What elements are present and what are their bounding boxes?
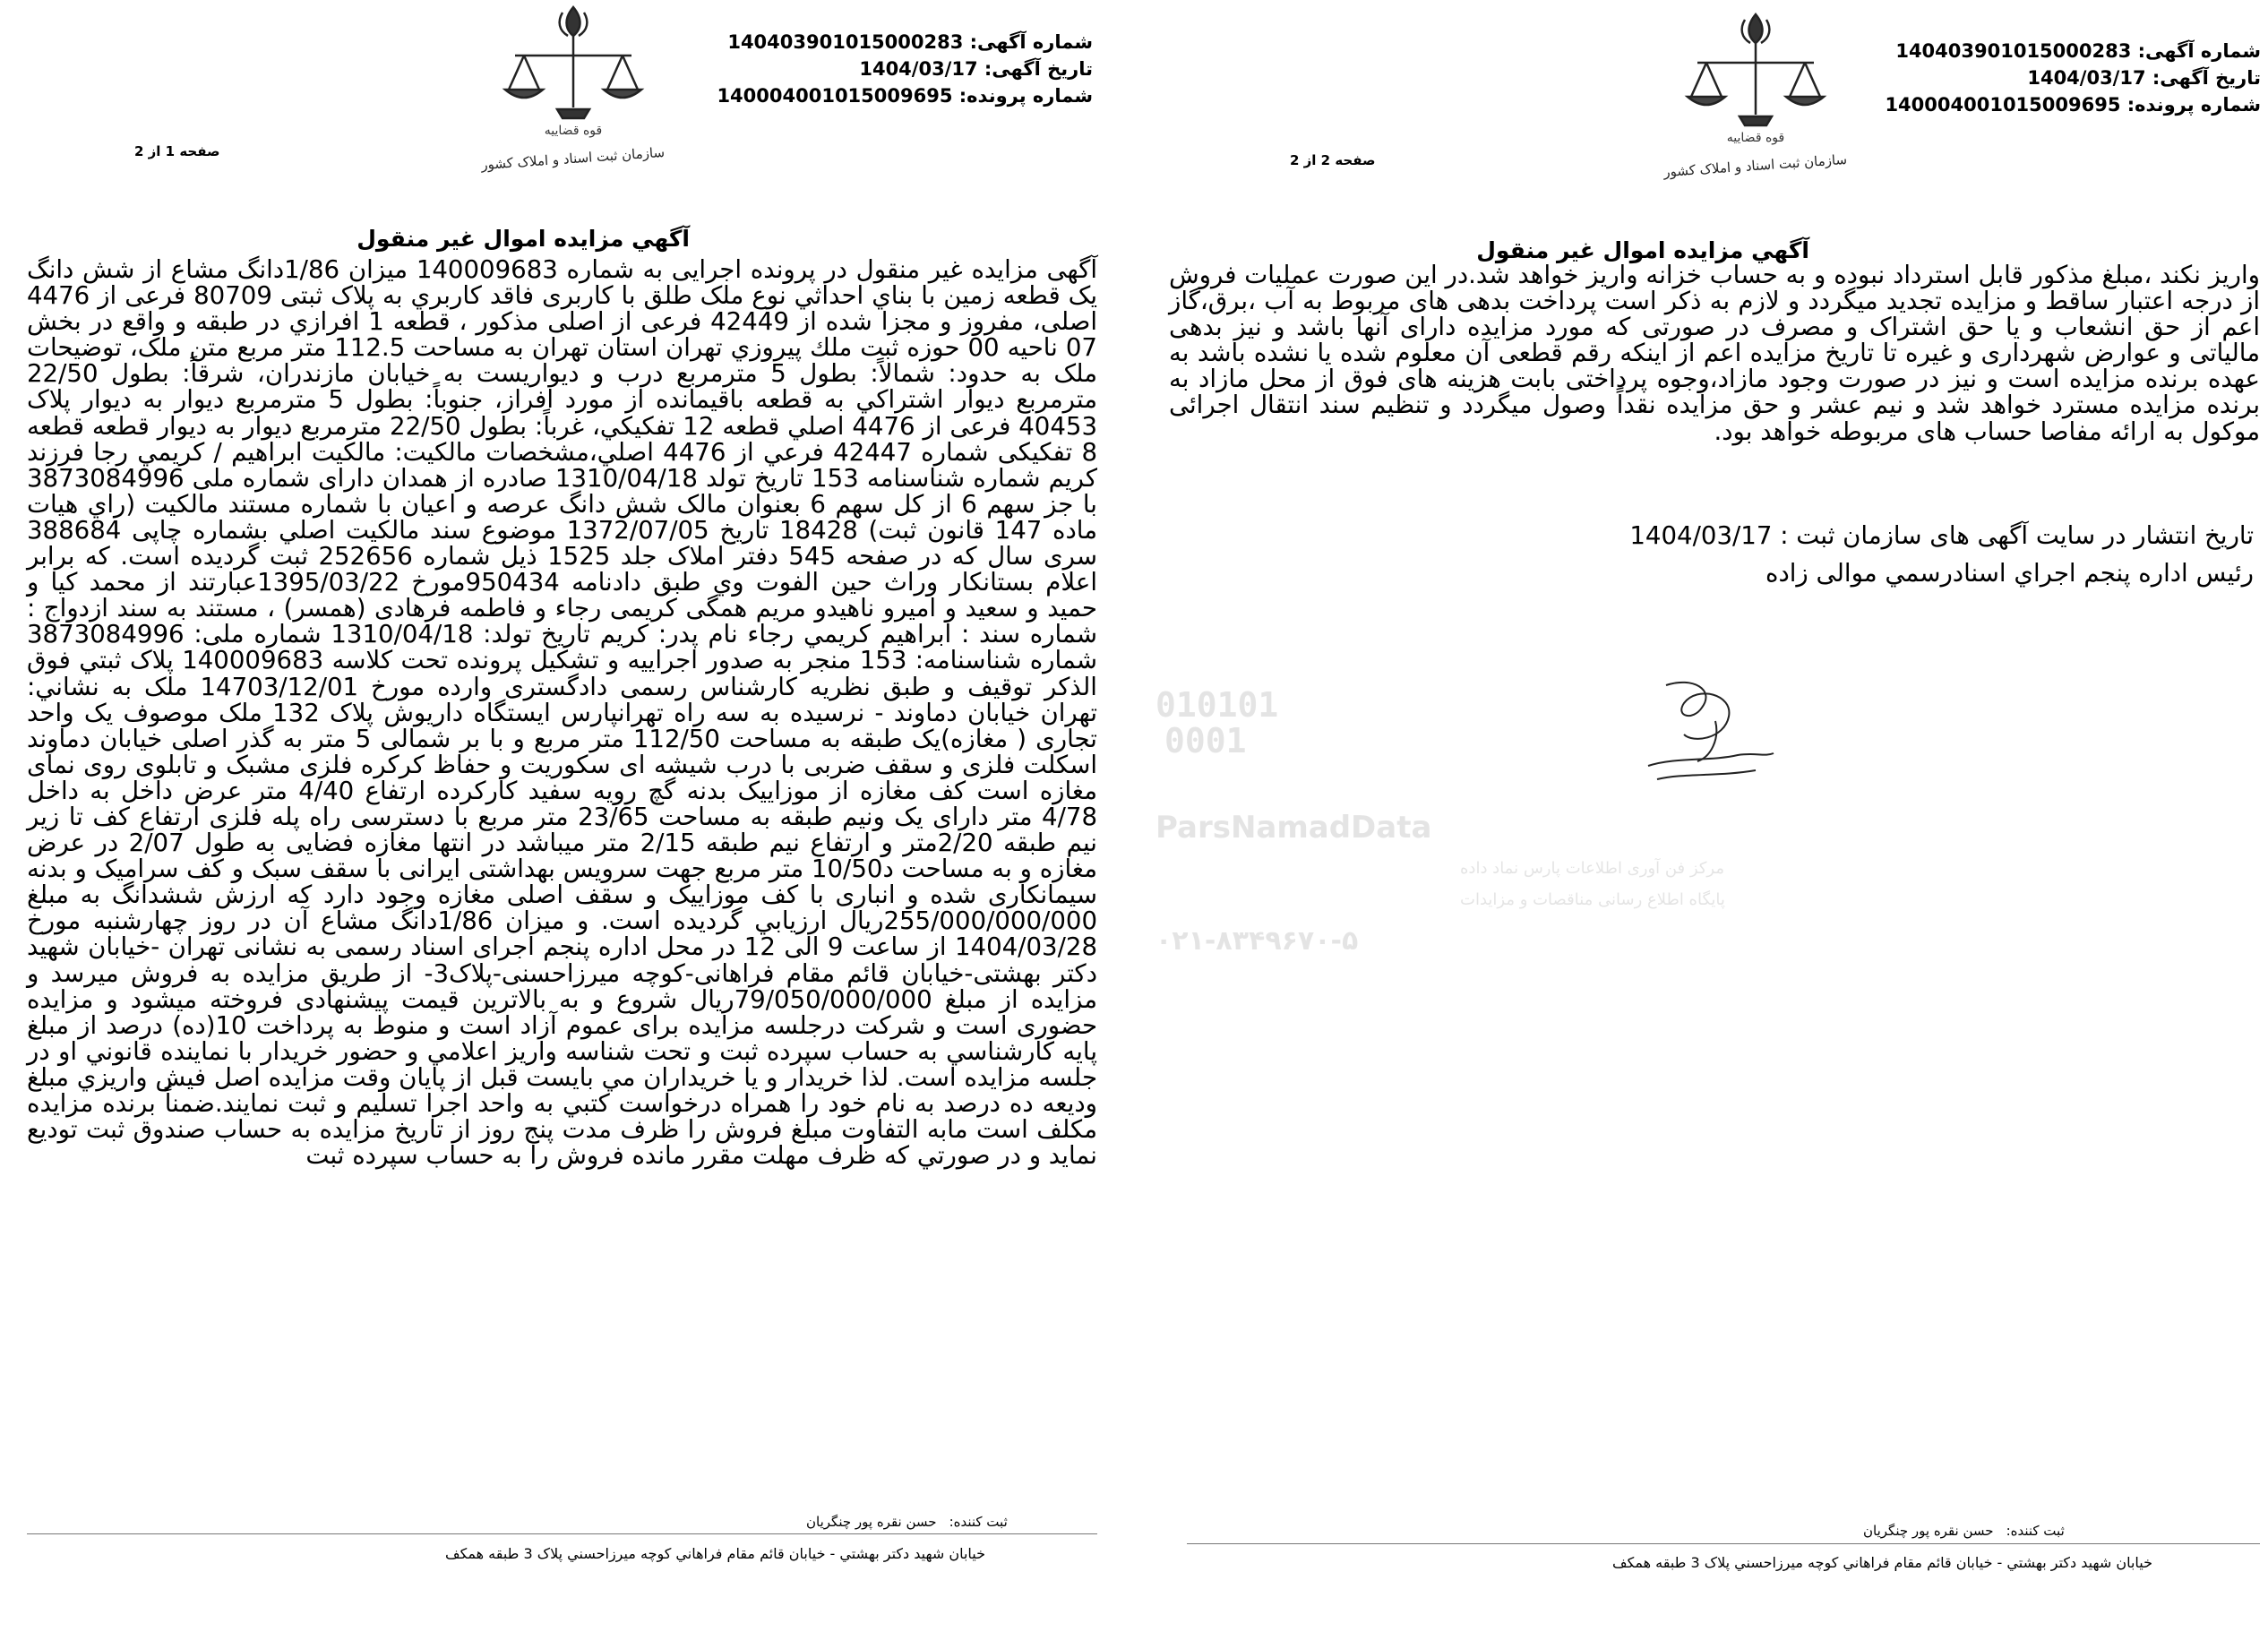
case-number-label: شماره پرونده: (958, 85, 1093, 107)
ad-number: 140403901015000283 (727, 31, 964, 53)
registrar (806, 1514, 1008, 1530)
page-indicator: صفحه 2 از 2 (1290, 152, 1376, 168)
office-address: خيابان شهيد دکتر بهشتي - خيابان قائم مقام فراهاني کوچه ميرزاحسني پلاک 3 طبقه همکف (445, 1545, 985, 1562)
page-1 (0, 0, 1102, 1649)
svg-text:010101: 010101 (1155, 685, 1279, 725)
notice-body: آگهی مزایده غیر منقول در پرونده اجرایی به شماره 140009683 میزان 1/86دانگ مشاع از شش دانگ یک قطعه زمین با بناي احداثي نوع ملک طلق با کاربری فاقد کاربري به پلاک ثبتی 80709 فرعی از 4476 اصلی، مفروز و مجزا شده از 42449 فرعی از اصلی مذکور ، قطعه 1 افرازي در طبقه و واقع در بخش 07 ناحیه 00 حوزه ثبت ملك پيروزي تهران استان تهران به مساحت 112.5 متر مربع متن ملک، توضیحات ملک به حدود: شمالاً: بطول 5 مترمربع درب و دیواریست به خیابان مازندران، شرقاً: بطول 22/50 مترمربع ديوار اشتراكي به قطعه باقیمانده از مورد افراز، جنوباً: بطول 5 مترمربع دیوار به دیوار پلاک 40453 فرعی از 4476 اصلي قطعه 12 تفكيكي، غرباً: بطول 22/50 مترمربع دیوار به دیوار قطعه قطعه 8 تفکیکی شماره 42447 فرعي از 4476 اصلي،مشخصات مالکیت: مالکیت ابراهیم / كريمي رجا فرزند كريم شماره شناسنامه 153 تاریخ تولد 1310/04/18 صادره از همدان دارای شماره ملی 3873084996 با جز سهم 6 از کل سهم 6 بعنوان مالک شش دانگ عرصه و اعیان با شماره مستند مالکیت (راي هيات ماده 147 قانون ثبت) 18428 تاریخ 1372/07/05 موضوع سند مالکیت اصلي بشماره چاپی 388684 سری سال که در صفحه 545 دفتر املاک جلد 1525 ذيل شماره 252656 ثبت گردیده است. که برابر اعلام بستانکار وراث حين الفوت وي طبق دادنامه 950434مورخ 1395/03/22عبارتند از محمد کیا و حمید و سعید و امیرو ناهیدو مریم همگی کریمی رجاء و فاطمه فرهادی (همسر) ، مستند به سند ازدواج : شماره سند : ابراهيم كريمي رجاء نام پدر: کریم تاریخ تولد: 1310/04/18 شماره ملی: 3873084996 شماره شناسنامه: 153 منجر به صدور اجراییه و تشکیل پرونده تحت کلاسه 140009683 پلاک ثبتي فوق الذکر توقیف و طبق نظریه کارشناس رسمی دادگستری وارده مورخ 14703/12/01 ملک به نشاني: تهران خيابان دماوند - نرسيده به سه راه تهرانپارس ایستگاه داریوش پلاک 132 ملک موصوف یک واحد تجاری ( مغازه)یک طبقه به مساحت 112/50 متر مربع و با بر شمالی 5 متر به گذر اصلی خیابان دماوند اسکلت فلزی و سقف ضربی با درب شیشه ای سکوریت و حفاظ کرکره فلزی مشبک و تابلوی روی نمای مغازه است کف مغازه از موزاییک بدنه گچ رویه سفید کارکرده ارتفاع 4/40 متر عرض داخل به داخل 4/78 متر دارای یک ونیم طبقه به مساحت 23/65 متر مربع با دسترسی راه پله فلزی ارتفاع کف تا زیر نیم طبقه 2/20متر و ارتفاع نیم طبقه 2/15 متر میباشد در انتها مغازه فضایی به طول 2/07 در عرض مغازه و به مساحت د10/50 متر مربع جهت سرویس بهداشتی ایرانی با سقف سبک و کف سرامیک و بدنه سیمانکاری شده و انباری با کف موزاییک و سقف اصلی مغازه وجود دارد که ارزش ششدانگ به مبلغ 255/000/000/000ريال ارزيابي گرديده است. و میزان 1/86دانگ مشاع آن در روز چهارشنبه مورخ 1404/03/28 از ساعت 9 الی 12 در محل اداره پنجم اجرای اسناد رسمی به نشانی تهران -خیابان شهید دکتر بهشتی-خیابان قائم مقام فراهانی-کوچه میرزاحسنی-پلاک3- از طریق مزایده به فروش میرسد و مزایده از مبلغ 79/050/000/000ریال شروع و به بالاترین قیمت پیشنهادی فروخته میشود و مزایده حضوری است و شرکت درجلسه مزایده برای عموم آزاد است و منوط به پرداخت 10(ده) درصد از مبلغ پايه كارشناسي به حساب سپرده ثبت و تحت شناسه واريز اعلامي و حضور خريدار با نماينده قانوني او در جلسه مزايده است. لذا خريدار و يا خريداران مي بايست قبل از پايان وقت مزايده اصل فيش واريزي مبلغ وديعه ده درصد به نام خود را همراه درخواست كتبي به واحد اجرا تسليم و ثبت نمايند.ضمناً برنده مزايده مكلف است مابه التفاوت مبلغ فروش را ظرف مدت پنج روز از تاريخ مزايده به حساب صندوق ثبت توديع نمايد و در صورتي كه ظرف مهلت مقرر مانده فروش را به حساب سپرده ثبت (27, 254, 1098, 1171)
svg-text:0001: 0001 (1164, 721, 1247, 760)
ad-number-label: شماره آگهی: (969, 31, 1093, 53)
judiciary-emblem-icon (475, 0, 672, 175)
notice-body: واريز نكند ،مبلغ مذکور قابل استرداد نبوده و به حساب خزانه واريز خواهد شد.در این صورت عملیات فروش از درجه اعتبار ساقط و مزایده تجدید میگردد و لازم به ذکر است پرداخت بدهی های مربوط به آب ،برق،گاز اعم از حق انشعاب و یا حق اشتراک و مصرف در صورتی که مورد مزایده دارای آنها باشد و نیز بدهی مالیاتی و عوارض شهرداری و غیره تا تاریخ مزایده اعم از اینکه رقم قطعی آن معلوم شده یا نشده باشد به عهده برنده مزایده است و نیز در صورت وجود مازاد،وجوه پرداختی بابت هزینه های فوق از محل مازاد به برنده مزایده مسترد خواهد شد و نیم عشر و حق مزایده نقداً وصول میگردد و تنظیم سند انتقال اجرائی موکول به ارائه مفاصا حساب های مربوطه خواهد بود. (1169, 260, 2260, 446)
ad-meta (717, 29, 1093, 109)
ad-date-label: تاریخ آگهی: (984, 58, 1093, 80)
ad-number: 140403901015000283 (1895, 40, 2132, 62)
case-number: 140004001015009695 (1885, 94, 2121, 116)
page-indicator: صفحه 1 از 2 (134, 143, 220, 159)
registrar-name: حسن نقره پور چنگريان (1863, 1523, 1994, 1539)
notice-title: آگهي مزايده اموال غير منقول (357, 226, 690, 252)
registrar-label: ثبت کننده: (2006, 1523, 2065, 1539)
svg-text:قوه قضاییه: قوه قضاییه (544, 124, 603, 138)
publish-date: 1404/03/17 (1629, 520, 1773, 550)
registrar-label: ثبت کننده: (949, 1514, 1008, 1530)
registrar-name: حسن نقره پور چنگريان (806, 1514, 937, 1530)
handwritten-signature (1630, 667, 1791, 793)
svg-text:سازمان ثبت اسناد و املاک کشور: سازمان ثبت اسناد و املاک کشور (480, 143, 666, 174)
publish-label: تاریخ انتشار در سایت آگهی های سازمان ثبت : (1780, 520, 2254, 550)
registrar (1863, 1523, 2065, 1539)
case-number-label: شماره پرونده: (2126, 94, 2261, 116)
svg-text:۰۲۱-۸۳۴۹۶۷۰-۵: ۰۲۱-۸۳۴۹۶۷۰-۵ (1155, 925, 1359, 957)
svg-text:ParsNamadData: ParsNamadData (1155, 810, 1432, 846)
footer-divider (1187, 1543, 2260, 1544)
publish-info (1629, 522, 2254, 548)
judiciary-emblem-icon (1657, 7, 1854, 182)
chief-signatory: رئيس اداره پنجم اجراي اسنادرسمي موالی زاده (1765, 558, 2254, 588)
svg-text:پایگاه اطلاع رسانی مناقصات و م: پایگاه اطلاع رسانی مناقصات و مزایدات (1460, 890, 1725, 909)
office-address: خيابان شهيد دکتر بهشتي - خيابان قائم مقام فراهاني کوچه ميرزاحسني پلاک 3 طبقه همکف (1612, 1554, 2152, 1571)
ad-date: 1404/03/17 (859, 58, 978, 80)
notice-title: آگهي مزايده اموال غير منقول (1476, 237, 1809, 263)
ad-date: 1404/03/17 (2027, 67, 2146, 89)
ad-number-label: شماره آگهی: (2137, 40, 2261, 62)
svg-text:قوه قضاییه: قوه قضاییه (1726, 131, 1785, 145)
case-number: 140004001015009695 (717, 85, 953, 107)
svg-text:سازمان ثبت اسناد و املاک کشور: سازمان ثبت اسناد و املاک کشور (1662, 150, 1848, 181)
svg-text:مرکز فن آوری اطلاعات پارس نماد: مرکز فن آوری اطلاعات پارس نماد داده (1460, 859, 1724, 878)
footer-divider (27, 1533, 1097, 1534)
ad-meta (1885, 38, 2261, 118)
ad-date-label: تاریخ آگهی: (2152, 67, 2261, 89)
